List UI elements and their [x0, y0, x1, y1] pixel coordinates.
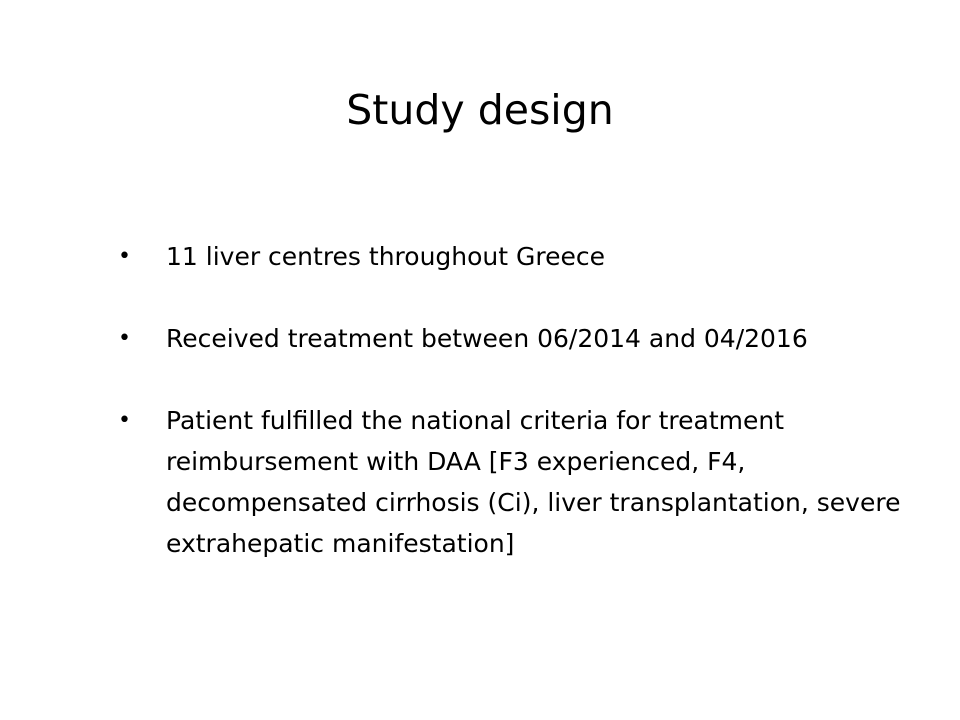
bullet-item [0, 236, 960, 277]
bullet-list [0, 236, 960, 605]
bullet-text: Received treatment between 06/2014 and 04/2016 [166, 324, 808, 353]
slide-title: Study design [346, 86, 614, 134]
bullet-icon: • [118, 244, 131, 269]
bullet-item [0, 400, 960, 564]
bullet-item [0, 318, 960, 359]
bullet-text: 11 liver centres throughout Greece [166, 242, 606, 271]
bullet-icon: • [118, 326, 131, 351]
bullet-text: Patient fulfilled the national criteria for treatment reimbursement with DAA [F3 experienced, F4, decompensated cirrhosis (Ci), liver transplantation, severe extrahepatic manifestation] [166, 406, 901, 558]
bullet-icon: • [118, 408, 131, 433]
